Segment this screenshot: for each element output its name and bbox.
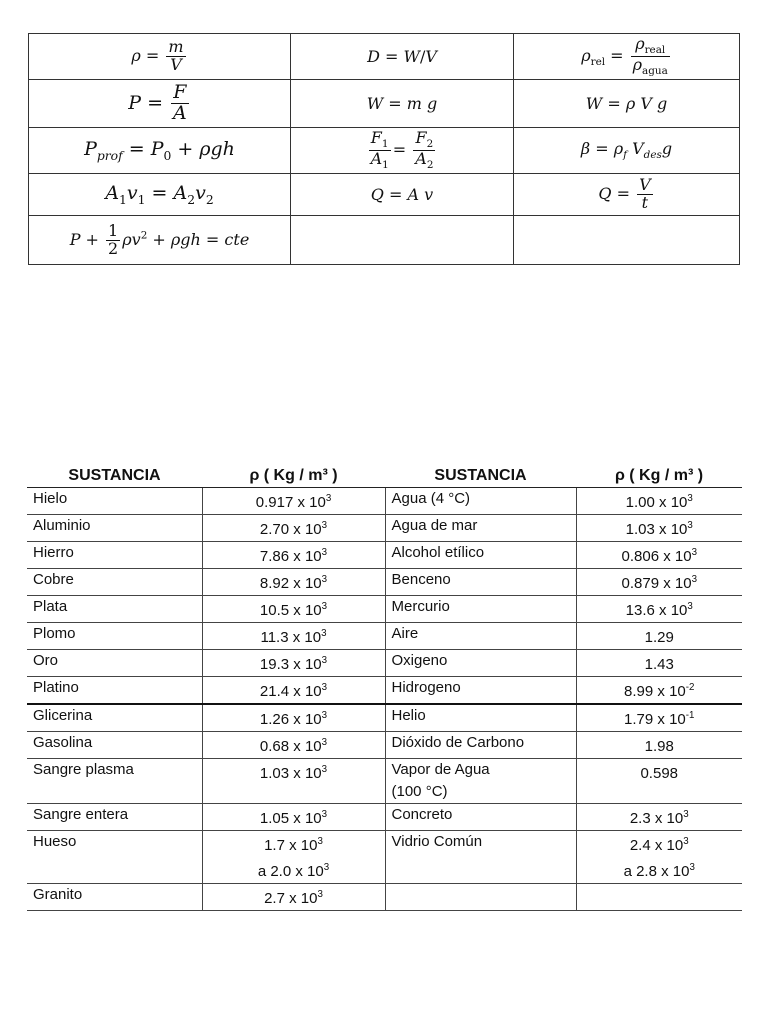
substance-label: Platino — [33, 679, 79, 696]
substance-name — [27, 542, 202, 569]
formula-pressure: P = $\frac{F}{A}$ — [29, 80, 291, 128]
density-mantissa: 1.00 x 10 — [625, 494, 688, 511]
substance-label: Aluminio — [33, 517, 91, 534]
density-exponent: 3 — [321, 574, 328, 585]
density-mantissa: 2.3 x 10 — [629, 810, 684, 827]
substance-label: Helio — [391, 707, 426, 724]
density-mantissa: 2.4 x 10 — [629, 837, 684, 854]
density-mantissa: 1.03 x 10 — [625, 521, 688, 538]
density-value — [576, 804, 742, 831]
formula-empty-cell — [514, 216, 740, 265]
table-row — [27, 596, 742, 623]
density-value — [576, 677, 742, 705]
density-value — [202, 542, 385, 569]
density-exponent: 3 — [321, 710, 328, 721]
density-exponent: 3 — [321, 737, 328, 748]
density-value — [202, 804, 385, 831]
density-exponent: 3 — [691, 547, 697, 558]
substance-label: Concreto — [391, 806, 453, 823]
substance-label: Hidrogeno — [391, 679, 461, 696]
formula-weight-density: W = ρ V g — [514, 80, 740, 128]
table-row — [27, 759, 742, 804]
substance-label: Vapor de Agua — [391, 761, 490, 778]
substance-name — [27, 596, 202, 623]
formula-empty-cell — [291, 216, 514, 265]
substance-name — [385, 569, 576, 596]
substance-name — [27, 623, 202, 650]
substance-label: Agua de mar — [391, 517, 478, 534]
table-row — [27, 569, 742, 596]
density-mantissa: 2.7 x 10 — [264, 890, 318, 907]
substance-label: Aire — [391, 625, 419, 642]
table-row — [27, 732, 742, 759]
header-substance: SUSTANCIA — [27, 464, 202, 488]
substance-name — [385, 704, 576, 732]
density-exponent: 3 — [321, 809, 328, 820]
density-exponent: 3 — [683, 836, 689, 847]
density-mantissa: 11.3 x 10 — [260, 629, 322, 646]
substance-name — [385, 623, 576, 650]
density-value — [202, 677, 385, 705]
density-mantissa: 0.917 x 10 — [255, 494, 326, 511]
density-exponent: -2 — [685, 682, 695, 693]
density-exponent: 3 — [323, 862, 330, 873]
density-exponent: 3 — [321, 601, 328, 612]
density-value — [202, 732, 385, 759]
substance-label: Mercurio — [391, 598, 450, 615]
table-row — [27, 704, 742, 732]
table-row — [27, 884, 742, 911]
density-value — [576, 488, 742, 515]
substance-name — [27, 515, 202, 542]
substance-label: Oro — [33, 652, 59, 669]
table-row — [27, 623, 742, 650]
header-substance-2: SUSTANCIA — [385, 464, 576, 488]
density-exponent: 3 — [683, 809, 689, 820]
substance-name — [385, 677, 576, 705]
formula-flow-area: Q = A v — [291, 174, 514, 216]
density-exponent: 3 — [689, 862, 695, 873]
formula-depth-pressure: $P_{prof} = P_0 + \rho gh$ — [29, 128, 291, 174]
formula-relative-density: $\rho_{rel}$ = $\frac{\rho_{real}}{\rho_{agua}}$ — [514, 34, 740, 80]
substance-label: Dióxido de Carbono — [391, 734, 525, 751]
density-value — [576, 623, 742, 650]
substance-name — [385, 732, 576, 759]
substance-name — [27, 677, 202, 705]
density-mantissa: 0.879 x 10 — [621, 575, 692, 592]
density-mantissa: 21.4 x 10 — [259, 683, 322, 700]
substance-label: Hierro — [33, 544, 74, 561]
substance-name — [27, 650, 202, 677]
density-exponent: 3 — [691, 574, 697, 585]
formula-bernoulli: P + $\frac{1}{2}$ $\rho v^2 + \rho gh$ = cte — [29, 216, 291, 265]
density-mantissa: 13.6 x 10 — [625, 602, 688, 619]
density-mantissa: 1.98 — [644, 738, 674, 755]
density-value — [576, 596, 742, 623]
substance-name — [27, 704, 202, 732]
density-mantissa: 19.3 x 10 — [259, 656, 322, 673]
density-value — [202, 704, 385, 732]
substance-label: Oxigeno — [391, 652, 448, 669]
density-mantissa: 1.79 x 10 — [624, 711, 686, 728]
substance-name — [27, 884, 202, 911]
density-exponent: 3 — [321, 655, 328, 666]
substance-label: Plomo — [33, 625, 76, 642]
density-mantissa: a 2.0 x 10 — [257, 863, 324, 880]
substance-name — [385, 542, 576, 569]
density-mantissa: 1.29 — [644, 629, 674, 646]
density-mantissa: 7.86 x 10 — [259, 548, 322, 565]
substance-label: Granito — [33, 886, 83, 903]
density-value — [202, 623, 385, 650]
substance-label-line2: (100 °C) — [391, 783, 448, 800]
substance-name — [385, 759, 576, 804]
density-value — [202, 759, 385, 804]
density-mantissa: a 2.8 x 10 — [623, 863, 690, 880]
density-value — [202, 831, 385, 884]
substance-label: Plata — [33, 598, 68, 615]
density-mantissa: 0.598 — [640, 765, 679, 782]
substance-label: Sangre plasma — [33, 761, 134, 778]
substance-label: Vidrio Común — [391, 833, 483, 850]
formula-continuity: $A_1v_1 = A_2v_2$ — [29, 174, 291, 216]
substance-label: Hielo — [33, 490, 68, 507]
density-mantissa: 1.43 — [644, 656, 674, 673]
substance-label: Hueso — [33, 833, 77, 850]
density-value — [202, 515, 385, 542]
substance-name — [385, 488, 576, 515]
substance-name — [385, 884, 576, 911]
substance-name — [27, 804, 202, 831]
substance-name — [27, 569, 202, 596]
density-value — [576, 569, 742, 596]
density-value — [576, 650, 742, 677]
density-mantissa: 1.03 x 10 — [259, 765, 322, 782]
substance-label: Alcohol etílico — [391, 544, 485, 561]
substance-label: Cobre — [33, 571, 74, 588]
substance-name — [27, 488, 202, 515]
formula-table — [28, 33, 740, 265]
table-row — [27, 650, 742, 677]
formula-density: ρ = $\frac{m}{V}$ — [29, 34, 291, 80]
density-value — [576, 884, 742, 911]
density-value — [576, 759, 742, 804]
density-value — [202, 596, 385, 623]
formula-specific-weight: D = W/V — [291, 34, 514, 80]
table-row — [27, 542, 742, 569]
density-mantissa: 0.806 x 10 — [621, 548, 692, 565]
density-mantissa: 8.99 x 10 — [624, 683, 686, 700]
density-mantissa: 10.5 x 10 — [259, 602, 322, 619]
table-row — [27, 488, 742, 515]
density-exponent: 3 — [321, 628, 327, 639]
density-exponent: 3 — [321, 520, 328, 531]
density-mantissa: 1.05 x 10 — [259, 810, 322, 827]
substance-name — [385, 831, 576, 884]
substance-name — [27, 831, 202, 884]
table-row — [27, 515, 742, 542]
density-exponent: 3 — [321, 547, 328, 558]
density-exponent: 3 — [317, 889, 323, 900]
density-value — [576, 542, 742, 569]
formula-pascal: $\frac{F_1}{A_1}$ = $\frac{F_2}{A_2}$ — [291, 128, 514, 174]
density-mantissa: 0.68 x 10 — [259, 738, 322, 755]
substance-name — [27, 732, 202, 759]
substance-label: Sangre entera — [33, 806, 129, 823]
substance-name — [385, 515, 576, 542]
substance-name — [385, 804, 576, 831]
density-table — [27, 464, 742, 911]
table-row — [27, 804, 742, 831]
density-value — [202, 884, 385, 911]
density-value — [576, 515, 742, 542]
density-exponent: 3 — [687, 601, 693, 612]
density-exponent: 3 — [687, 493, 693, 504]
density-value — [202, 569, 385, 596]
density-exponent: 3 — [325, 493, 332, 504]
substance-name — [27, 759, 202, 804]
formula-flow-time: Q = $\frac{V}{t}$ — [514, 174, 740, 216]
substance-label: Benceno — [391, 571, 451, 588]
density-exponent: 3 — [687, 520, 693, 531]
density-mantissa: 1.26 x 10 — [259, 711, 322, 728]
substance-label: Agua (4 °C) — [391, 490, 471, 507]
header-density: ρ ( Kg / m³ ) — [202, 464, 385, 488]
density-value — [576, 704, 742, 732]
table-row — [27, 677, 742, 705]
density-exponent: 3 — [317, 836, 323, 847]
density-exponent: -1 — [685, 710, 695, 721]
density-mantissa: 2.70 x 10 — [259, 521, 322, 538]
substance-name — [385, 596, 576, 623]
substance-name — [385, 650, 576, 677]
density-mantissa: 1.7 x 10 — [264, 837, 318, 854]
density-value — [202, 488, 385, 515]
density-value — [576, 831, 742, 884]
table-row — [27, 831, 742, 884]
header-density-2: ρ ( Kg / m³ ) — [576, 464, 742, 488]
density-mantissa: 8.92 x 10 — [259, 575, 322, 592]
substance-label: Gasolina — [33, 734, 93, 751]
formula-weight: W = m g — [291, 80, 514, 128]
density-value — [202, 650, 385, 677]
formula-buoyancy: $\beta = \rho_f$ $V_{des}g$ — [514, 128, 740, 174]
density-value — [576, 732, 742, 759]
density-exponent: 3 — [321, 764, 328, 775]
density-exponent: 3 — [321, 682, 328, 693]
substance-label: Glicerina — [33, 707, 93, 724]
